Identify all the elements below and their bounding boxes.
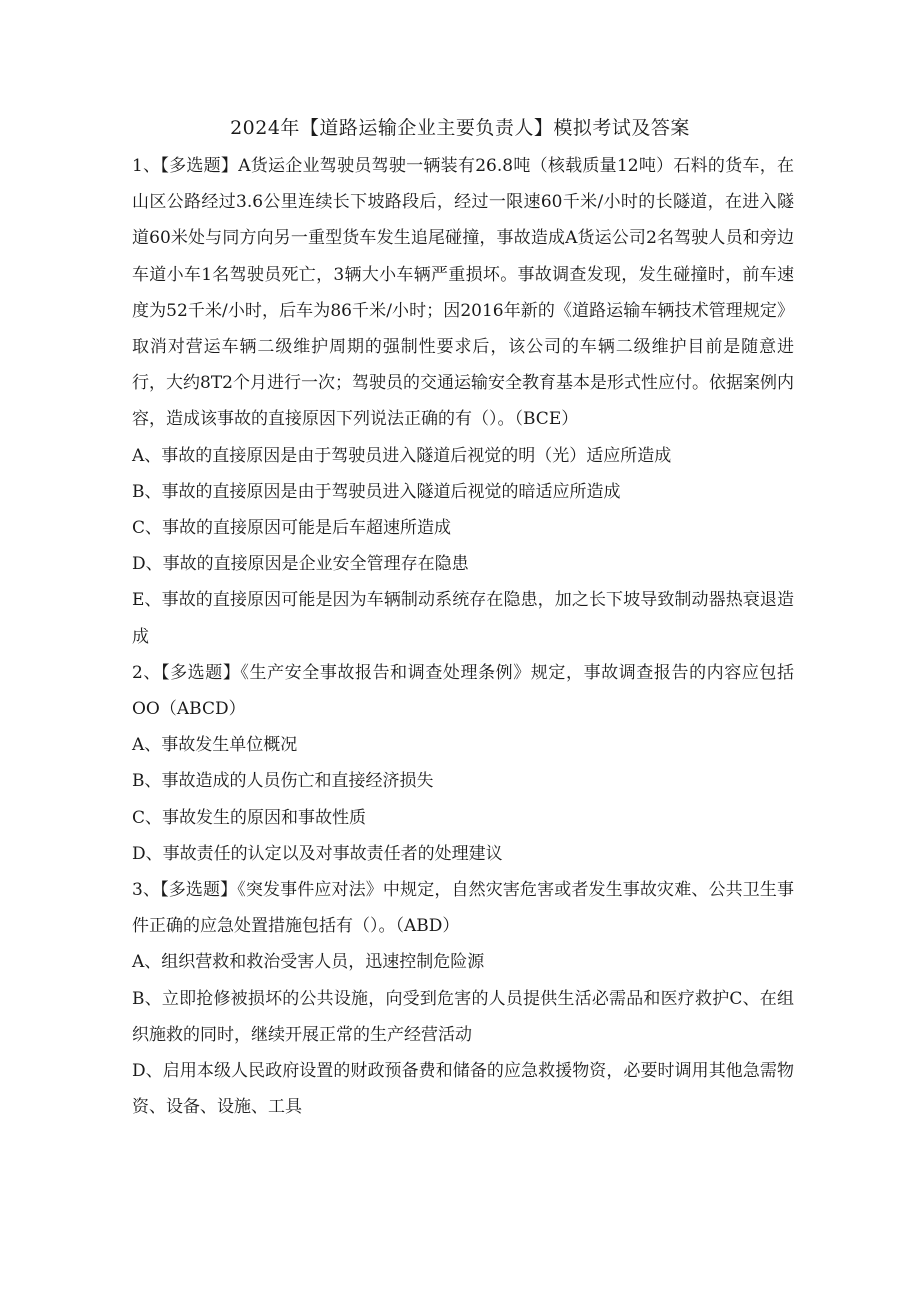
question-2-option-c: C、事故发生的原因和事故性质 bbox=[132, 807, 367, 828]
question-3-stem: 3、【多选题】《突发事件应对法》中规定，自然灾害危害或者发生事故灾难、公共卫生事件正确的应急处置措施包括有（）。（ABD） bbox=[132, 880, 794, 937]
question-1-option-b: B、事故的直接原因是由于驾驶员进入隧道后视觉的暗适应所造成 bbox=[132, 481, 621, 502]
question-2-option-d: D、事故责任的认定以及对事故责任者的处理建议 bbox=[132, 843, 503, 864]
question-1-stem: 1、【多选题】A货运企业驾驶员驾驶一辆装有26.8吨（核载质量12吨）石料的货车，在山区公路经过3.6公里连续长下坡路段后，经过一限速60千米/小时的长隧道，在进入隧道60米处与同方向另一重型货车发生追尾碰撞，事故造成A货运公司2名驾驶人员和旁边车道小车1名驾驶员死亡，3辆大小车辆严重损坏。事故调查发现，发生碰撞时，前车速度为52千米/小时，后车为86千米/小时；因2016年新的《道路运输车辆技术管理规定》取消对营运车辆二级维护周期的强制性要求后，该公司的车辆二级维护目前是随意进行，大约8T2个月进行一次；驾驶员的交通运输安全教育基本是形式性应付。依据案例内容，造成该事故的直接原因下列说法正确的有（）。（BCE） bbox=[132, 156, 794, 430]
document-body bbox=[132, 148, 794, 1125]
question-2-option-a: A、事故发生单位概况 bbox=[132, 735, 298, 756]
question-2-option-b: B、事故造成的人员伤亡和直接经济损失 bbox=[132, 771, 434, 792]
document-title: 2024年【道路运输企业主要负责人】模拟考试及答案 bbox=[230, 117, 690, 139]
question-2-stem: 2、【多选题】《生产安全事故报告和调查处理条例》规定，事故调查报告的内容应包括OO（ABCD） bbox=[132, 662, 794, 720]
question-1-option-c: C、事故的直接原因可能是后车超速所造成 bbox=[132, 518, 452, 539]
question-3-option-d: D、启用本级人民政府设置的财政预备费和储备的应急救援物资，必要时调用其他急需物资、设备、设施、工具 bbox=[132, 1061, 794, 1118]
question-1-option-e: E、事故的直接原因可能是因为车辆制动系统存在隐患，加之长下坡导致制动器热衰退造成 bbox=[132, 590, 794, 647]
question-3-option-a: A、组织营救和救治受害人员，迅速控制危险源 bbox=[132, 952, 485, 973]
question-1-option-d: D、事故的直接原因是企业安全管理存在隐患 bbox=[132, 554, 469, 575]
question-3-option-b: B、立即抢修被损坏的公共设施，向受到危害的人员提供生活必需品和医疗救护C、在组织施救的同时，继续开展正常的生产经营活动 bbox=[132, 988, 794, 1045]
question-1-option-a: A、事故的直接原因是由于驾驶员进入隧道后视觉的明（光）适应所造成 bbox=[132, 445, 672, 466]
